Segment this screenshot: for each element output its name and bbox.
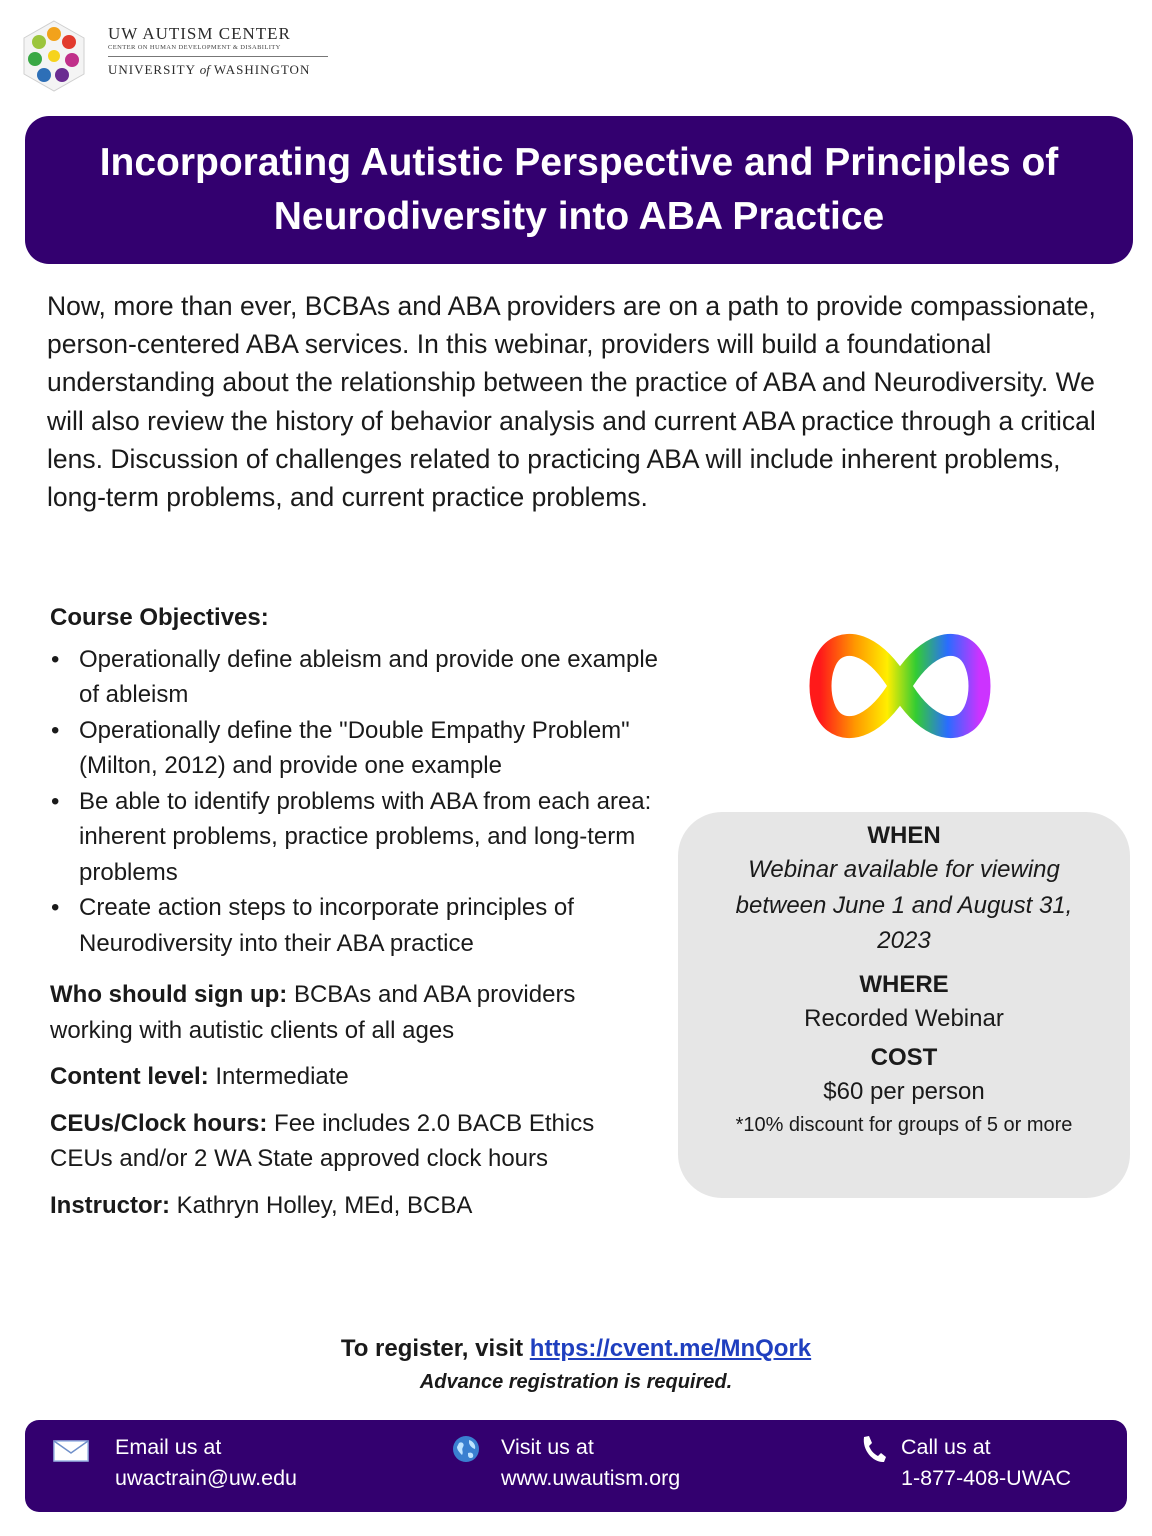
email-label: Email us at xyxy=(115,1435,222,1459)
cost-value: $60 per person xyxy=(823,1078,985,1105)
phone-label: Call us at xyxy=(901,1435,991,1459)
university-name: UNIVERSITY of WASHINGTON xyxy=(108,62,311,77)
cost-heading: COST xyxy=(870,1044,938,1071)
register-line: To register, visit https://cvent.me/MnQork xyxy=(340,1335,812,1362)
page-title: Incorporating Autistic Perspective and Principles of Neurodiversity into ABA Practice xyxy=(99,141,1059,238)
objective-item: • Operationally define the "Double Empathy Problem" (Milton, 2012) and provide one example xyxy=(50,713,660,784)
objective-item: • Be able to identify problems with ABA from each area: inherent problems, practice problems, and long-term problems xyxy=(50,784,660,891)
where-heading: WHERE xyxy=(859,970,949,998)
objective-item: • Operationally define ableism and provide one example of ableism xyxy=(50,642,660,713)
content-level-info: Content level: Intermediate xyxy=(50,1063,349,1090)
phone-icon xyxy=(859,1434,887,1464)
website-label: Visit us at xyxy=(501,1435,594,1459)
org-block xyxy=(108,24,328,78)
phone-number[interactable]: 1-877-408-UWAC xyxy=(901,1466,1072,1490)
course-details xyxy=(50,600,660,1223)
register-note: Advance registration is required. xyxy=(419,1371,733,1393)
registration xyxy=(0,1331,1152,1397)
when-value: Webinar available for viewing between June 1 and August 31, 2023 xyxy=(735,856,1073,954)
phone-contact xyxy=(901,1432,1071,1494)
audience-info: Who should sign up: BCBAs and ABA providers working with autistic clients of all ages xyxy=(50,981,576,1044)
contact-footer xyxy=(25,1420,1127,1512)
cost-note: *10% discount for groups of 5 or more xyxy=(735,1113,1073,1136)
email-contact xyxy=(115,1432,297,1494)
objectives-title: Course Objectives: xyxy=(50,604,269,631)
ceu-info: CEUs/Clock hours: Fee includes 2.0 BACB Ethics CEUs and/or 2 WA State approved clock hours xyxy=(50,1109,595,1172)
org-name: UW AUTISM CENTER xyxy=(108,24,291,43)
objectives-list xyxy=(50,642,660,962)
email-address[interactable]: uwactrain@uw.edu xyxy=(115,1466,297,1490)
instructor-info: Instructor: Kathryn Holley, MEd, BCBA xyxy=(50,1191,473,1219)
event-details-box xyxy=(678,812,1130,1198)
rainbow-infinity-icon xyxy=(804,624,996,748)
website-contact xyxy=(501,1432,680,1494)
envelope-icon xyxy=(53,1440,89,1462)
where-value: Recorded Webinar xyxy=(804,1004,1004,1032)
header xyxy=(22,18,332,94)
title-banner xyxy=(25,116,1133,264)
globe-icon xyxy=(451,1434,481,1464)
register-link[interactable]: https://cvent.me/MnQork xyxy=(529,1335,812,1362)
when-heading: WHEN xyxy=(867,822,941,849)
objective-item: • Create action steps to incorporate principles of Neurodiversity into their ABA practice xyxy=(50,890,660,961)
website-url[interactable]: www.uwautism.org xyxy=(501,1466,681,1490)
uw-autism-center-logo-icon xyxy=(22,20,86,92)
org-subtitle: CENTER ON HUMAN DEVELOPMENT & DISABILITY xyxy=(108,44,328,57)
intro-paragraph: Now, more than ever, BCBAs and ABA providers are on a path to provide compassionate, person-centered ABA services. In this webinar, providers will build a foundational understanding about the relationship between the practice of ABA and Neurodiversity. We will also review the history of behavior analysis and current ABA practice through a critical lens. Discussion of challenges related to practicing ABA will include inherent problems, long-term problems, and current practice problems. xyxy=(47,291,1096,513)
